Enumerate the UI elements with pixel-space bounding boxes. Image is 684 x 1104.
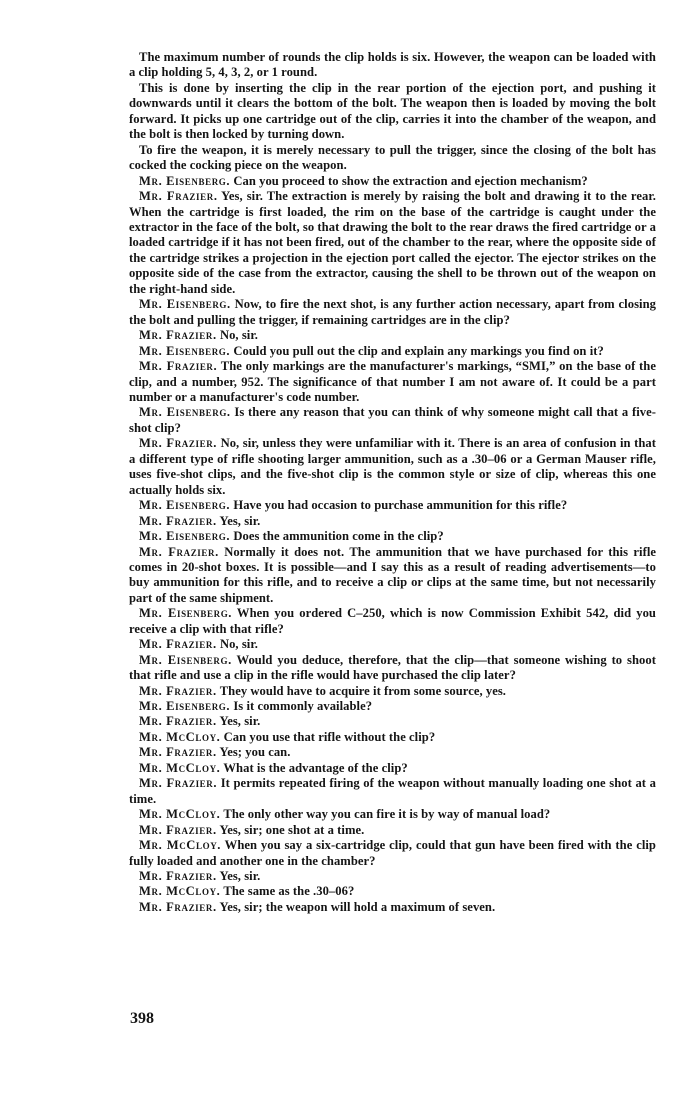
speaker-label: Mr. Frazier. [139,359,218,374]
paragraph-text: Can you use that rifle without the clip? [223,729,436,744]
paragraph [129,50,656,81]
speaker-label: Mr. Frazier. [139,637,217,652]
speaker-label: Mr. Eisenberg. [139,173,231,188]
speaker-label: Mr. Frazier. [139,714,217,729]
paragraph [129,761,656,776]
paragraph-text: Yes, sir. [219,513,261,528]
paragraph-text: When you ordered C–250, which is now Commission Exhibit 542, did you receive a clip with that rifle? [129,606,656,636]
paragraph [129,405,656,436]
paragraph-text: This is done by inserting the clip in the rear portion of the ejection port, and pushing it downwards until it clears the bottom of the bolt. The weapon then is loaded by moving the bolt forward. It picks up one cartridge out of the clip, carries it into the chamber of the weapon, and the bolt is then locked by turning down. [129,80,656,142]
paragraph [129,838,656,869]
paragraph [129,344,656,359]
paragraph-text: The only markings are the manufacturer's markings, “SMI,” on the base of the clip, and a number, 952. The significance of that number I am not aware of. It could be a part number or a manufacturer's code number. [129,359,656,404]
speaker-label: Mr. Frazier. [139,745,217,760]
paragraph-text: Is there any reason that you can think of why someone might call that a five-shot clip? [129,405,656,435]
speaker-label: Mr. Frazier. [139,776,218,791]
speaker-label: Mr. McCloy. [139,729,221,744]
paragraph-text: No, sir, unless they were unfamiliar with it. There is an area of confusion in that a different type of rifle shooting larger ammunition, such as a .30–06 or a German Mauser rifle, uses five-shot clips, and the five-shot clip is the common style or size of clip, whereas this one actually holds six. [129,436,656,497]
paragraph [129,714,656,729]
paragraph [129,900,656,915]
paragraph-text: When you say a six-cartridge clip, could that gun have been fired with the clip fully loaded and another one in the chamber? [129,838,656,868]
speaker-label: Mr. McCloy. [139,760,221,775]
paragraph [129,174,656,189]
speaker-label: Mr. Eisenberg. [139,405,231,420]
paragraph-text: Yes; you can. [219,745,291,760]
paragraph [129,189,656,297]
speaker-label: Mr. Frazier. [139,513,217,528]
paragraph [129,606,656,637]
paragraph-text: Yes, sir. [219,869,261,884]
paragraph-text: Does the ammunition come in the clip? [233,529,444,544]
speaker-label: Mr. Eisenberg. [139,606,233,621]
speaker-label: Mr. Eisenberg. [139,297,231,312]
paragraph [129,436,656,498]
paragraph [129,514,656,529]
paragraph [129,730,656,745]
paragraph [129,143,656,174]
speaker-label: Mr. McCloy. [139,884,221,899]
paragraph-text: No, sir. [219,328,259,343]
transcript-body [129,50,656,915]
paragraph [129,869,656,884]
paragraph-text: It permits repeated firing of the weapon without manually loading one shot at a time. [129,776,656,806]
speaker-label: Mr. Frazier. [139,544,219,559]
paragraph [129,81,656,143]
paragraph [129,776,656,807]
speaker-label: Mr. Frazier. [139,436,218,451]
speaker-label: Mr. Eisenberg. [139,343,231,358]
paragraph-text: What is the advantage of the clip? [223,760,408,775]
paragraph-text: Yes, sir; one shot at a time. [219,822,365,837]
paragraph [129,653,656,684]
paragraph-text: Yes, sir. The extraction is merely by raising the bolt and drawing it to the rear. When the cartridge is first loaded, the rim on the base of the cartridge is caught under the extractor in the face of the bolt, so that drawing the bolt to the rear draws the fired cartridge or a loaded cartridge if it has not been fired, out of the chamber to the rear, where the opposite side of the cartridge strikes a projection in the ejection port called the ejector. The ejector strikes on the opposite side of the case from the extractor, causing the shell to be thrown out of the weapon on the right-hand side. [129,189,657,296]
paragraph [129,529,656,544]
paragraph [129,545,656,607]
paragraph-text: They would have to acquire it from some source, yes. [219,683,507,698]
paragraph-text: Yes, sir; the weapon will hold a maximum of seven. [219,899,496,914]
speaker-label: Mr. McCloy. [139,807,221,822]
speaker-label: Mr. Eisenberg. [139,498,231,513]
speaker-label: Mr. Eisenberg. [139,652,232,667]
paragraph-text: Have you had occasion to purchase ammunition for this rifle? [233,498,568,513]
paragraph-text: Yes, sir. [219,714,261,729]
speaker-label: Mr. Frazier. [139,899,217,914]
paragraph [129,823,656,838]
paragraph [129,297,656,328]
speaker-label: Mr. Eisenberg. [139,529,231,544]
paragraph-text: Is it commonly available? [233,699,373,714]
paragraph [129,498,656,513]
speaker-label: Mr. Frazier. [139,869,217,884]
paragraph [129,884,656,899]
paragraph-text: Could you pull out the clip and explain any markings you find on it? [233,343,604,358]
paragraph [129,359,656,405]
speaker-label: Mr. Eisenberg. [139,699,231,714]
speaker-label: Mr. McCloy. [139,838,222,853]
paragraph [129,745,656,760]
speaker-label: Mr. Frazier. [139,328,217,343]
page-number: 398 [130,1010,154,1027]
paragraph-text: To fire the weapon, it is merely necessary to pull the trigger, since the closing of the bolt has cocked the cocking piece on the weapon. [129,142,656,173]
speaker-label: Mr. Frazier. [139,822,217,837]
paragraph [129,328,656,343]
paragraph-text: No, sir. [219,637,259,652]
paragraph-text: The same as the .30–06? [223,884,355,899]
paragraph-text: The maximum number of rounds the clip holds is six. However, the weapon can be loaded with a clip holding 5, 4, 3, 2, or 1 round. [129,50,656,80]
paragraph [129,699,656,714]
paragraph-text: Normally it does not. The ammunition that we have purchased for this rifle comes in 20-shot boxes. It is possible—and I say this as a result of reading advertisements—to buy ammunition for this rifle, and to receive a clip or clips at the same time, but not necessarily part of the same shipment. [129,544,657,605]
paragraph-text: Now, to fire the next shot, is any further action necessary, apart from closing the bolt and pulling the trigger, if remaining cartridges are in the clip? [129,297,656,327]
paragraph-text: Can you proceed to show the extraction and ejection mechanism? [233,173,588,188]
paragraph-text: Would you deduce, therefore, that the clip—that someone wishing to shoot that rifle and use a clip in the rifle would have purchased the clip later? [129,652,656,683]
paragraph [129,807,656,822]
paragraph [129,637,656,652]
paragraph [129,684,656,699]
paragraph-text: The only other way you can fire it is by way of manual load? [223,807,551,822]
speaker-label: Mr. Frazier. [139,683,217,698]
speaker-label: Mr. Frazier. [139,189,218,204]
